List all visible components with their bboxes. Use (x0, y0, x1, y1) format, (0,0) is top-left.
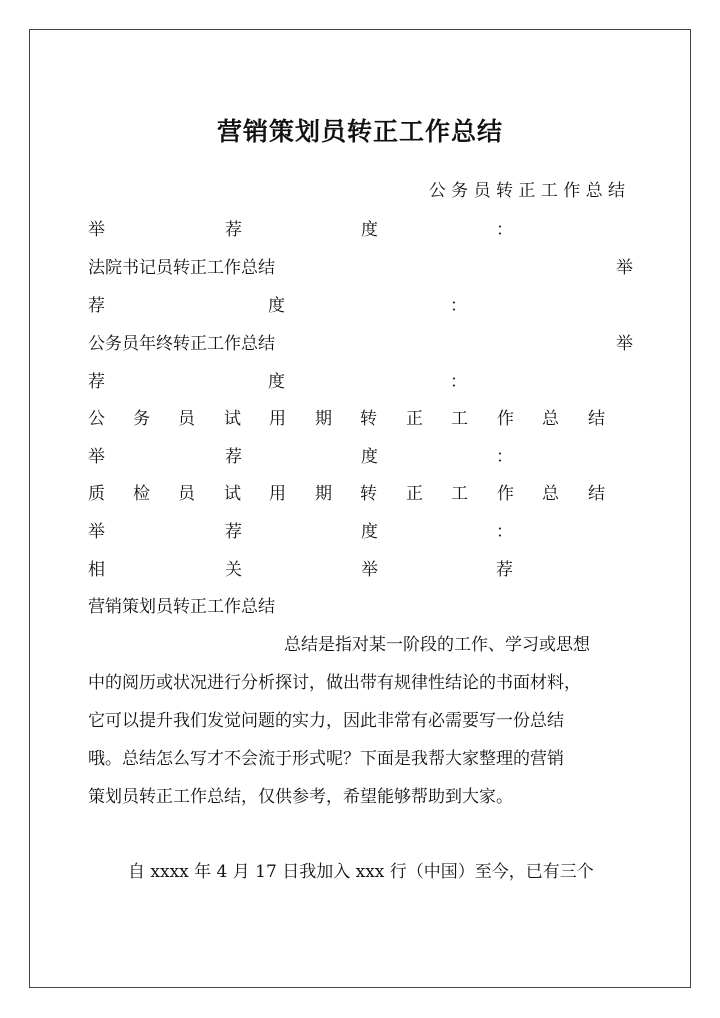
line-5-right: 举 (616, 334, 633, 354)
line-2-char: 度 (361, 220, 378, 240)
line-9-char: 结 (588, 484, 605, 504)
line-5-left: 公务员年终转正工作总结 (88, 334, 275, 354)
line-10-char: 度 (361, 522, 378, 542)
line-7-char: 正 (406, 409, 423, 429)
line-4-char: ： (450, 296, 467, 316)
line-7-char: 务 (133, 409, 150, 429)
line-3-left: 法院书记员转正工作总结 (88, 258, 275, 278)
line-9 (88, 479, 633, 509)
line-9-char: 工 (451, 484, 468, 504)
line-7-char: 作 (497, 409, 514, 429)
line-11 (88, 555, 633, 585)
line-11-char: 举 (361, 560, 378, 580)
line-9-char: 作 (497, 484, 514, 504)
line-8-char: 举 (88, 447, 105, 467)
line-4 (88, 291, 633, 321)
line-7-char: 公 (88, 409, 105, 429)
line-8 (88, 442, 633, 472)
body-line-1: 自 xxxx 年 4 月 17 日我加入 xxx 行（中国）至今，已有三个 (128, 862, 594, 882)
line-7-char: 总 (542, 409, 559, 429)
line-7-char: 员 (178, 409, 195, 429)
line-2-char: ： (496, 220, 513, 240)
line-2-char: 举 (88, 220, 105, 240)
line-6-char: 荐 (88, 372, 105, 392)
line-12: 营销策划员转正工作总结 (88, 597, 275, 617)
line-9-char: 检 (133, 484, 150, 504)
line-7-char: 期 (315, 409, 332, 429)
line-7-char: 结 (588, 409, 605, 429)
line-9-char: 用 (269, 484, 286, 504)
intro-line-2: 中的阅历或状况进行分析探讨，做出带有规律性结论的书面材料， (88, 673, 581, 693)
intro-line-3: 它可以提升我们发觉问题的实力，因此非常有必需要写一份总结 (88, 711, 564, 731)
line-4-char: 度 (268, 296, 285, 316)
line-9-char: 期 (315, 484, 332, 504)
line-9-char: 转 (360, 484, 377, 504)
page-title: 营销策划员转正工作总结 (216, 117, 503, 146)
line-6 (88, 367, 633, 397)
line-7-char: 试 (224, 409, 241, 429)
line-9-char: 质 (88, 484, 105, 504)
line-8-char: ： (496, 447, 513, 467)
line-7-char: 转 (360, 409, 377, 429)
line-10-char: ： (496, 522, 513, 542)
line-7 (88, 404, 633, 434)
intro-line-5: 策划员转正工作总结，仅供参考，希望能够帮助到大家。 (88, 787, 513, 807)
line-9-char: 正 (406, 484, 423, 504)
intro-line-4: 哦。总结怎么写才不会流于形式呢？下面是我帮大家整理的营销 (88, 749, 564, 769)
line-6-char: 度 (268, 372, 285, 392)
intro-line-1: 总结是指对某一阶段的工作、学习或思想 (284, 635, 590, 655)
line-2-char: 荐 (225, 220, 242, 240)
line-2 (88, 215, 633, 245)
line-1: 公 务 员 转 正 工 作 总 结 (428, 181, 625, 201)
line-11-char: 关 (225, 560, 242, 580)
line-11-char: 相 (88, 560, 105, 580)
line-7-char: 用 (269, 409, 286, 429)
line-6-char: ： (450, 372, 467, 392)
line-8-char: 度 (361, 447, 378, 467)
line-10-char: 举 (88, 522, 105, 542)
line-7-char: 工 (451, 409, 468, 429)
line-4-char: 荐 (88, 296, 105, 316)
line-3-right: 举 (616, 258, 633, 278)
line-3 (88, 253, 633, 283)
line-9-char: 试 (224, 484, 241, 504)
line-11-char: 荐 (496, 560, 513, 580)
line-9-char: 员 (178, 484, 195, 504)
line-8-char: 荐 (225, 447, 242, 467)
line-10-char: 荐 (225, 522, 242, 542)
line-10 (88, 517, 633, 547)
line-5 (88, 329, 633, 359)
line-9-char: 总 (542, 484, 559, 504)
